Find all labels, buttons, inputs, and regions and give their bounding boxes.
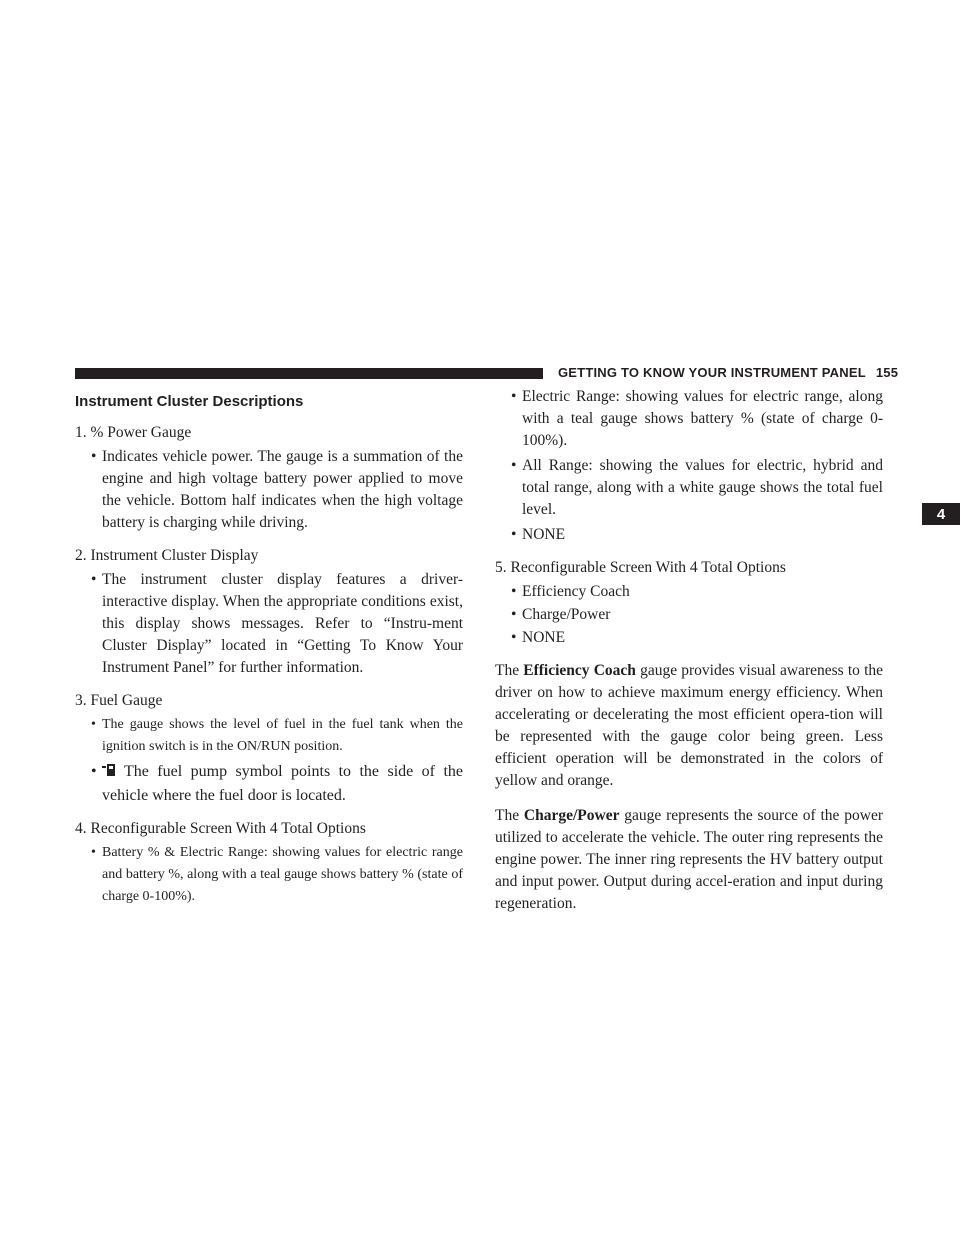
bullet: •	[511, 526, 517, 543]
list-item	[495, 604, 883, 626]
paragraph-charge-power	[495, 805, 883, 915]
list-item	[495, 627, 883, 649]
item-label: 1. % Power Gauge	[75, 424, 192, 441]
list-item	[495, 386, 883, 452]
item-power-gauge	[75, 422, 463, 534]
bullet-text: Charge/Power	[522, 606, 611, 623]
bullet-text: Efficiency Coach	[522, 583, 630, 600]
bullet: •	[91, 845, 96, 860]
paragraph-term: Efficiency Coach	[523, 662, 636, 679]
running-header	[558, 365, 898, 380]
item-fuel-gauge	[75, 690, 463, 807]
paragraph-efficiency-coach	[495, 660, 883, 792]
list-item	[495, 524, 883, 546]
section-title: Instrument Cluster Descriptions	[75, 393, 304, 410]
bullet: •	[91, 571, 97, 588]
bullet-text: NONE	[522, 629, 566, 646]
bullet-text: The gauge shows the level of fuel in the fuel tank when the ignition switch is in the ON/RUN position.	[102, 717, 463, 754]
list-item	[75, 446, 463, 534]
item-reconfig-screen-4-continued	[495, 386, 883, 546]
paragraph-lead: The	[495, 662, 524, 679]
bullet: •	[511, 388, 517, 405]
bullet-text: Electric Range: showing values for electric range, along with a teal gauge shows battery % (state of charge 0-100%).	[522, 388, 883, 449]
item-reconfig-screen-5	[495, 557, 883, 649]
bullet-text: All Range: showing the values for electric, hybrid and total range, along with a white gauge shows the total fuel level.	[522, 457, 883, 518]
bullet: •	[511, 457, 517, 474]
item-label: 4. Reconfigurable Screen With 4 Total Options	[75, 820, 366, 837]
bullet: •	[511, 606, 517, 623]
list-item	[75, 714, 463, 758]
bullet: •	[511, 629, 517, 646]
bullet-text: Indicates vehicle power. The gauge is a summation of the engine and high voltage battery power applied to move the vehicle. Bottom half indicates when the high voltage battery is charging while driving.	[102, 448, 463, 531]
list-item	[75, 761, 463, 807]
bullet: •	[91, 448, 97, 465]
item-reconfig-screen-4	[75, 818, 463, 908]
bullet-text: The instrument cluster display features a driver-interactive display. When the appropriate conditions exist, this display shows messages. Refer to “Instru-ment Cluster Display” located in “Getting To Know Your Instrument Panel” for further information.	[102, 571, 463, 676]
list-item	[75, 842, 463, 908]
paragraph-term: Charge/Power	[523, 807, 620, 824]
list-item	[75, 569, 463, 679]
paragraph-lead: The	[495, 807, 524, 824]
paragraph-text: gauge provides visual awareness to the driver on how to achieve maximum energy efficiency. When accelerating or decelerating the most efficient opera-tion will be represented with the gauge color being green. Less efficient operation will be demonstrated in the colors of yellow and orange.	[495, 662, 883, 789]
item-label: 5. Reconfigurable Screen With 4 Total Options	[495, 559, 786, 576]
fuel-pump-icon	[102, 762, 118, 785]
paragraph-text: gauge represents the source of the power utilized to accelerate the vehicle. The outer ring represents the engine power. The inner ring represents the HV battery output and input power. Output during accel-eration and input during regeneration.	[495, 807, 883, 912]
header-rule	[75, 368, 543, 379]
right-column	[495, 386, 883, 928]
item-label: 3. Fuel Gauge	[75, 692, 163, 709]
page-number: 155	[875, 365, 899, 380]
item-cluster-display	[75, 545, 463, 679]
list-item	[495, 455, 883, 521]
bullet-text: NONE	[522, 526, 566, 543]
chapter-tab: 4	[922, 503, 960, 525]
left-column	[75, 392, 463, 919]
bullet: •	[91, 717, 96, 732]
bullet-text: The fuel pump symbol points to the side of the vehicle where the fuel door is located.	[102, 763, 463, 804]
header-title: GETTING TO KNOW YOUR INSTRUMENT PANEL	[558, 365, 866, 380]
bullet-text: Battery % & Electric Range: showing values for electric range and battery %, along with a teal gauge shows battery % (state of charge 0-100%).	[102, 845, 463, 904]
bullet: •	[91, 763, 97, 780]
bullet: •	[511, 583, 517, 600]
list-item	[495, 581, 883, 603]
item-label: 2. Instrument Cluster Display	[75, 547, 259, 564]
